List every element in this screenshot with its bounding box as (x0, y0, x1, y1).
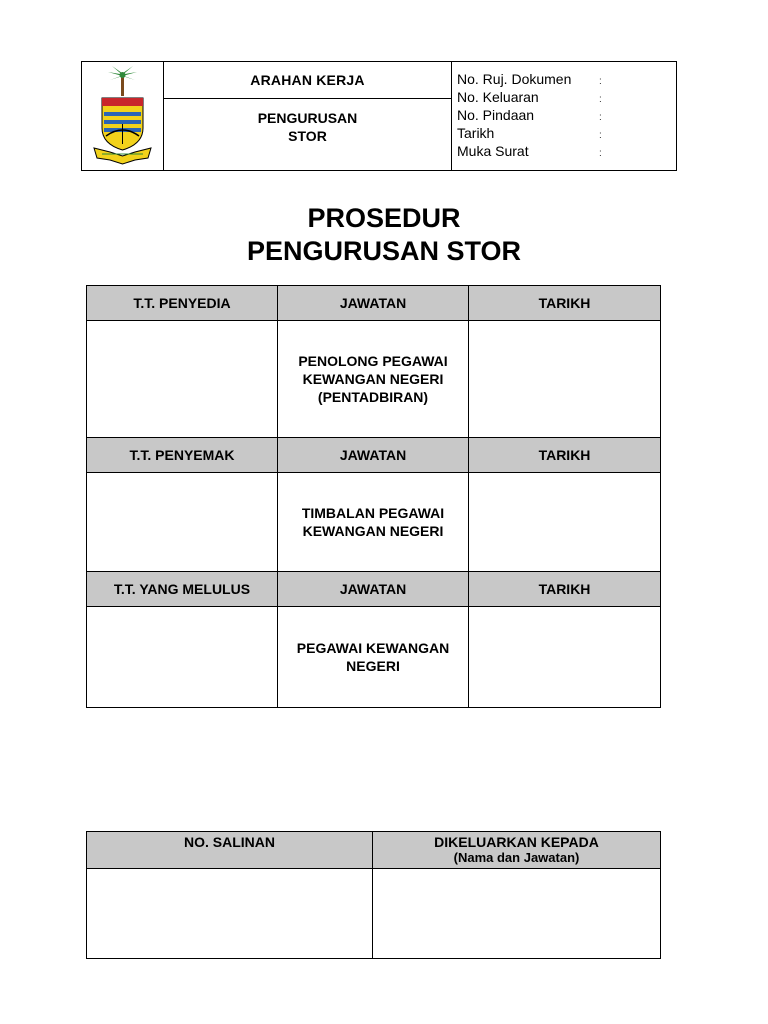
date-box[interactable] (469, 473, 661, 572)
state-crest-logo (90, 64, 156, 168)
approval-table (86, 285, 661, 708)
subject-line-1: PENGURUSAN (257, 109, 358, 126)
issued-to-cell[interactable] (373, 869, 661, 959)
meta-colon: : (599, 76, 602, 87)
position-header: JAWATAN (278, 438, 469, 473)
meta-colon: : (599, 148, 602, 159)
copy-number-header: NO. SALINAN (87, 832, 373, 869)
distribution-table (86, 831, 661, 959)
position-cell (278, 473, 469, 572)
signature-header: T.T. PENYEDIA (87, 286, 278, 321)
position-header: JAWATAN (278, 572, 469, 607)
position-line: PEGAWAI KEWANGAN (296, 640, 450, 656)
meta-label: No. Ruj. Dokumen (457, 71, 572, 87)
copy-number-cell[interactable] (87, 869, 373, 959)
page-title-line-1: PROSEDUR (307, 203, 461, 233)
table-row (87, 321, 661, 438)
table-row (87, 607, 661, 708)
position-line: KEWANGAN NEGERI (302, 523, 444, 539)
table-header-row (87, 572, 661, 607)
date-header: TARIKH (469, 286, 661, 321)
signature-box[interactable] (87, 473, 278, 572)
signature-header: T.T. PENYEMAK (87, 438, 278, 473)
meta-row-amendment (457, 106, 676, 124)
issued-to-header (373, 832, 661, 869)
position-line: TIMBALAN PEGAWAI (301, 505, 445, 521)
position-line: (PENTADBIRAN) (317, 389, 429, 405)
meta-colon: : (599, 94, 602, 105)
position-cell (278, 321, 469, 438)
table-header-row (87, 438, 661, 473)
signature-header: T.T. YANG MELULUS (87, 572, 278, 607)
issued-to-sublabel: (Nama dan Jawatan) (453, 850, 580, 865)
position-cell (278, 607, 469, 708)
subject-label (164, 99, 451, 170)
meta-row-issue (457, 88, 676, 106)
document-meta (452, 62, 676, 170)
meta-label: Muka Surat (457, 143, 529, 159)
logo-cell (82, 62, 164, 170)
subject-line-2: STOR (288, 127, 327, 144)
meta-row-date (457, 124, 676, 142)
table-row (87, 473, 661, 572)
title-cell (164, 62, 452, 170)
meta-row-page (457, 142, 676, 160)
table-row (87, 869, 661, 959)
position-line: PENOLONG PEGAWAI (298, 353, 448, 369)
date-box[interactable] (469, 607, 661, 708)
signature-box[interactable] (87, 607, 278, 708)
position-line: KEWANGAN NEGERI (302, 371, 444, 387)
work-instruction-label: ARAHAN KERJA (164, 62, 451, 99)
meta-label: No. Pindaan (457, 107, 535, 123)
page-title-line-2: PENGURUSAN STOR (246, 236, 522, 266)
signature-box[interactable] (87, 321, 278, 438)
position-line: NEGERI (346, 658, 400, 674)
table-header-row (87, 832, 661, 869)
meta-colon: : (599, 112, 602, 123)
document-header (81, 61, 677, 171)
page-title (0, 202, 768, 268)
date-header: TARIKH (469, 438, 661, 473)
meta-label: Tarikh (457, 125, 495, 141)
meta-row-ref (457, 70, 676, 88)
issued-to-label: DIKELUARKAN KEPADA (434, 834, 599, 850)
date-header: TARIKH (469, 572, 661, 607)
date-box[interactable] (469, 321, 661, 438)
position-header: JAWATAN (278, 286, 469, 321)
table-header-row (87, 286, 661, 321)
meta-colon: : (599, 130, 602, 141)
meta-label: No. Keluaran (457, 89, 539, 105)
